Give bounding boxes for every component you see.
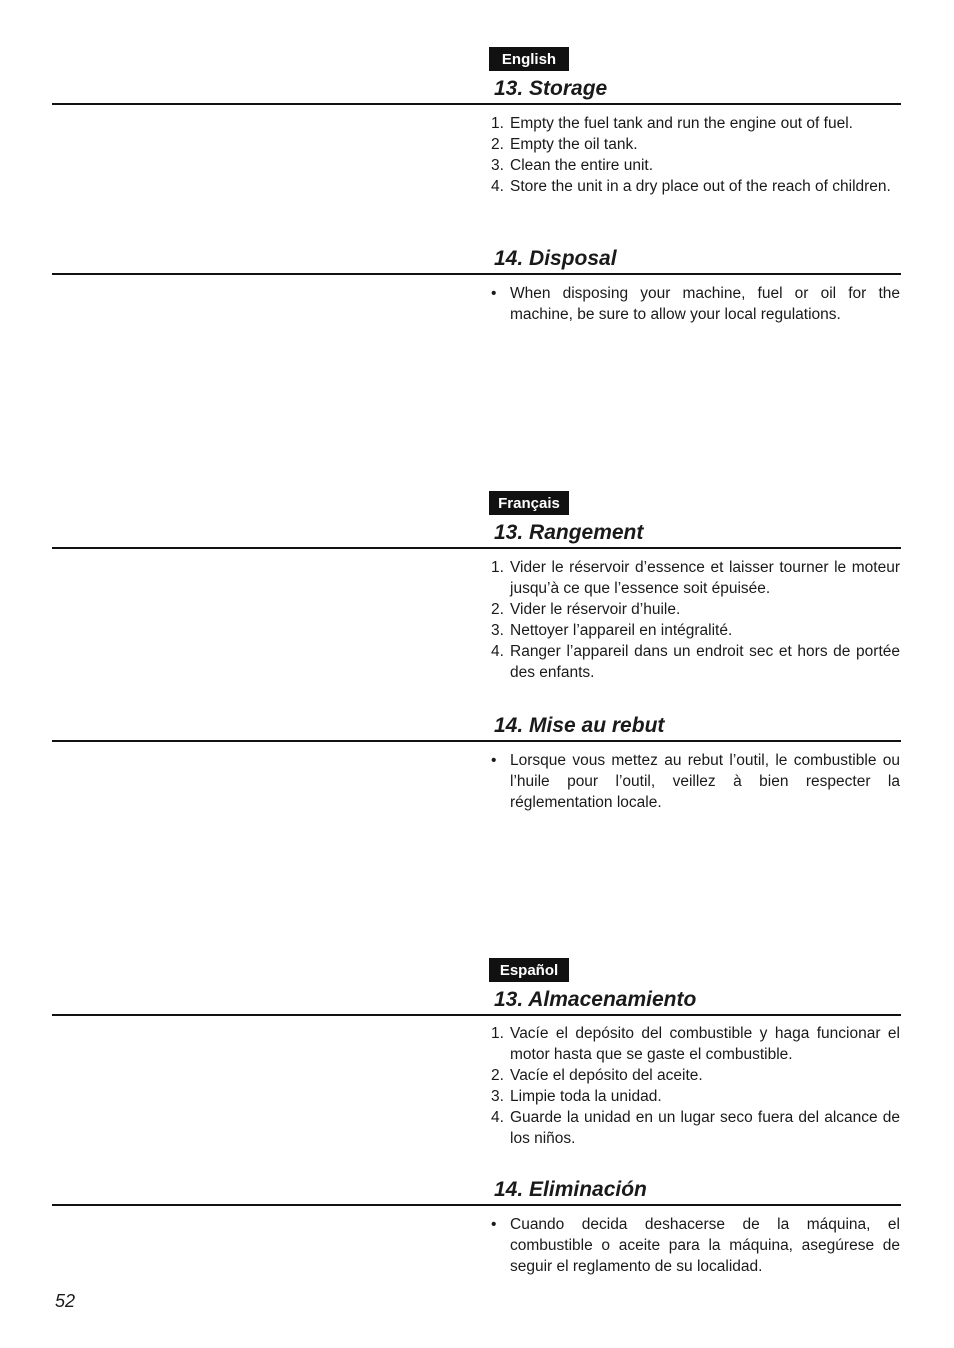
list-item-text: Ranger l’appareil dans un endroit sec et hors de portée des enfants. [510,643,900,681]
list-item-text: Empty the oil tank. [510,136,638,153]
page-number: 52 [55,1291,76,1311]
list-marker: 4. [491,178,504,195]
list-item [491,176,900,197]
list-item [491,1065,900,1086]
disposal-list [491,283,900,325]
list-item-text: Vacíe el depósito del aceite. [510,1067,703,1084]
section-heading-disposal: 14. Disposal [494,247,617,270]
list-item-text: Empty the fuel tank and run the engine out of fuel. [510,115,853,132]
list-marker: 2. [491,1067,504,1084]
list-marker: 4. [491,643,504,660]
language-badge-espanol: Español [489,958,569,982]
section-rule [52,740,901,742]
disposal-list [491,1214,900,1277]
list-item [491,283,900,325]
list-item [491,1107,900,1149]
bullet-marker: • [491,1216,497,1233]
section-heading-storage: 13. Storage [494,77,608,100]
section-heading-eliminacion: 14. Eliminación [494,1178,647,1201]
language-badge-francais: Français [489,491,569,515]
list-item [491,1086,900,1107]
list-item-text: Vider le réservoir d’huile. [510,601,681,618]
list-item [491,1214,900,1277]
list-item-text: Lorsque vous mettez au rebut l’outil, le combustible ou l’huile pour l’outil, veillez à bien respecter la réglementation locale. [510,752,900,811]
list-marker: 2. [491,601,504,618]
list-marker: 1. [491,115,504,132]
list-item [491,155,900,176]
list-marker: 3. [491,1088,504,1105]
language-badge-english: English [489,47,569,71]
list-item-text: When disposing your machine, fuel or oil for the machine, be sure to allow your local regulations. [510,285,900,323]
section-rule [52,547,901,549]
bullet-marker: • [491,285,497,302]
list-item [491,599,900,620]
list-marker: 3. [491,157,504,174]
section-rule [52,103,901,105]
storage-steps-list [491,557,900,683]
section-rule [52,1014,901,1016]
list-item [491,620,900,641]
list-item-text: Guarde la unidad en un lugar seco fuera del alcance de los niños. [510,1109,900,1147]
storage-steps-list [491,113,900,197]
list-marker: 2. [491,136,504,153]
list-item-text: Store the unit in a dry place out of the reach of children. [510,178,891,195]
list-item [491,557,900,599]
section-heading-almacenamiento: 13. Almacenamiento [494,988,697,1011]
list-marker: 1. [491,559,504,576]
disposal-list [491,750,900,813]
list-item-text: Vacíe el depósito del combustible y haga funcionar el motor hasta que se gaste el combustible. [510,1025,900,1063]
list-item [491,134,900,155]
list-item-text: Cuando decida deshacerse de la máquina, el combustible o aceite para la máquina, asegúrese de seguir el reglamento de su localidad. [510,1216,900,1275]
list-item [491,113,900,134]
bullet-marker: • [491,752,497,769]
section-rule [52,1204,901,1206]
list-item-text: Nettoyer l’appareil en intégralité. [510,622,733,639]
list-item-text: Clean the entire unit. [510,157,654,174]
list-item-text: Limpie toda la unidad. [510,1088,662,1105]
list-marker: 4. [491,1109,504,1126]
section-heading-mise-au-rebut: 14. Mise au rebut [494,714,665,737]
list-marker: 3. [491,622,504,639]
list-item-text: Vider le réservoir d’essence et laisser tourner le moteur jusqu’à ce que l’essence soit épuisée. [510,559,900,597]
section-heading-rangement: 13. Rangement [494,521,644,544]
list-item [491,750,900,813]
section-rule [52,273,901,275]
list-marker: 1. [491,1025,504,1042]
list-item [491,1023,900,1065]
list-item [491,641,900,683]
storage-steps-list [491,1023,900,1149]
